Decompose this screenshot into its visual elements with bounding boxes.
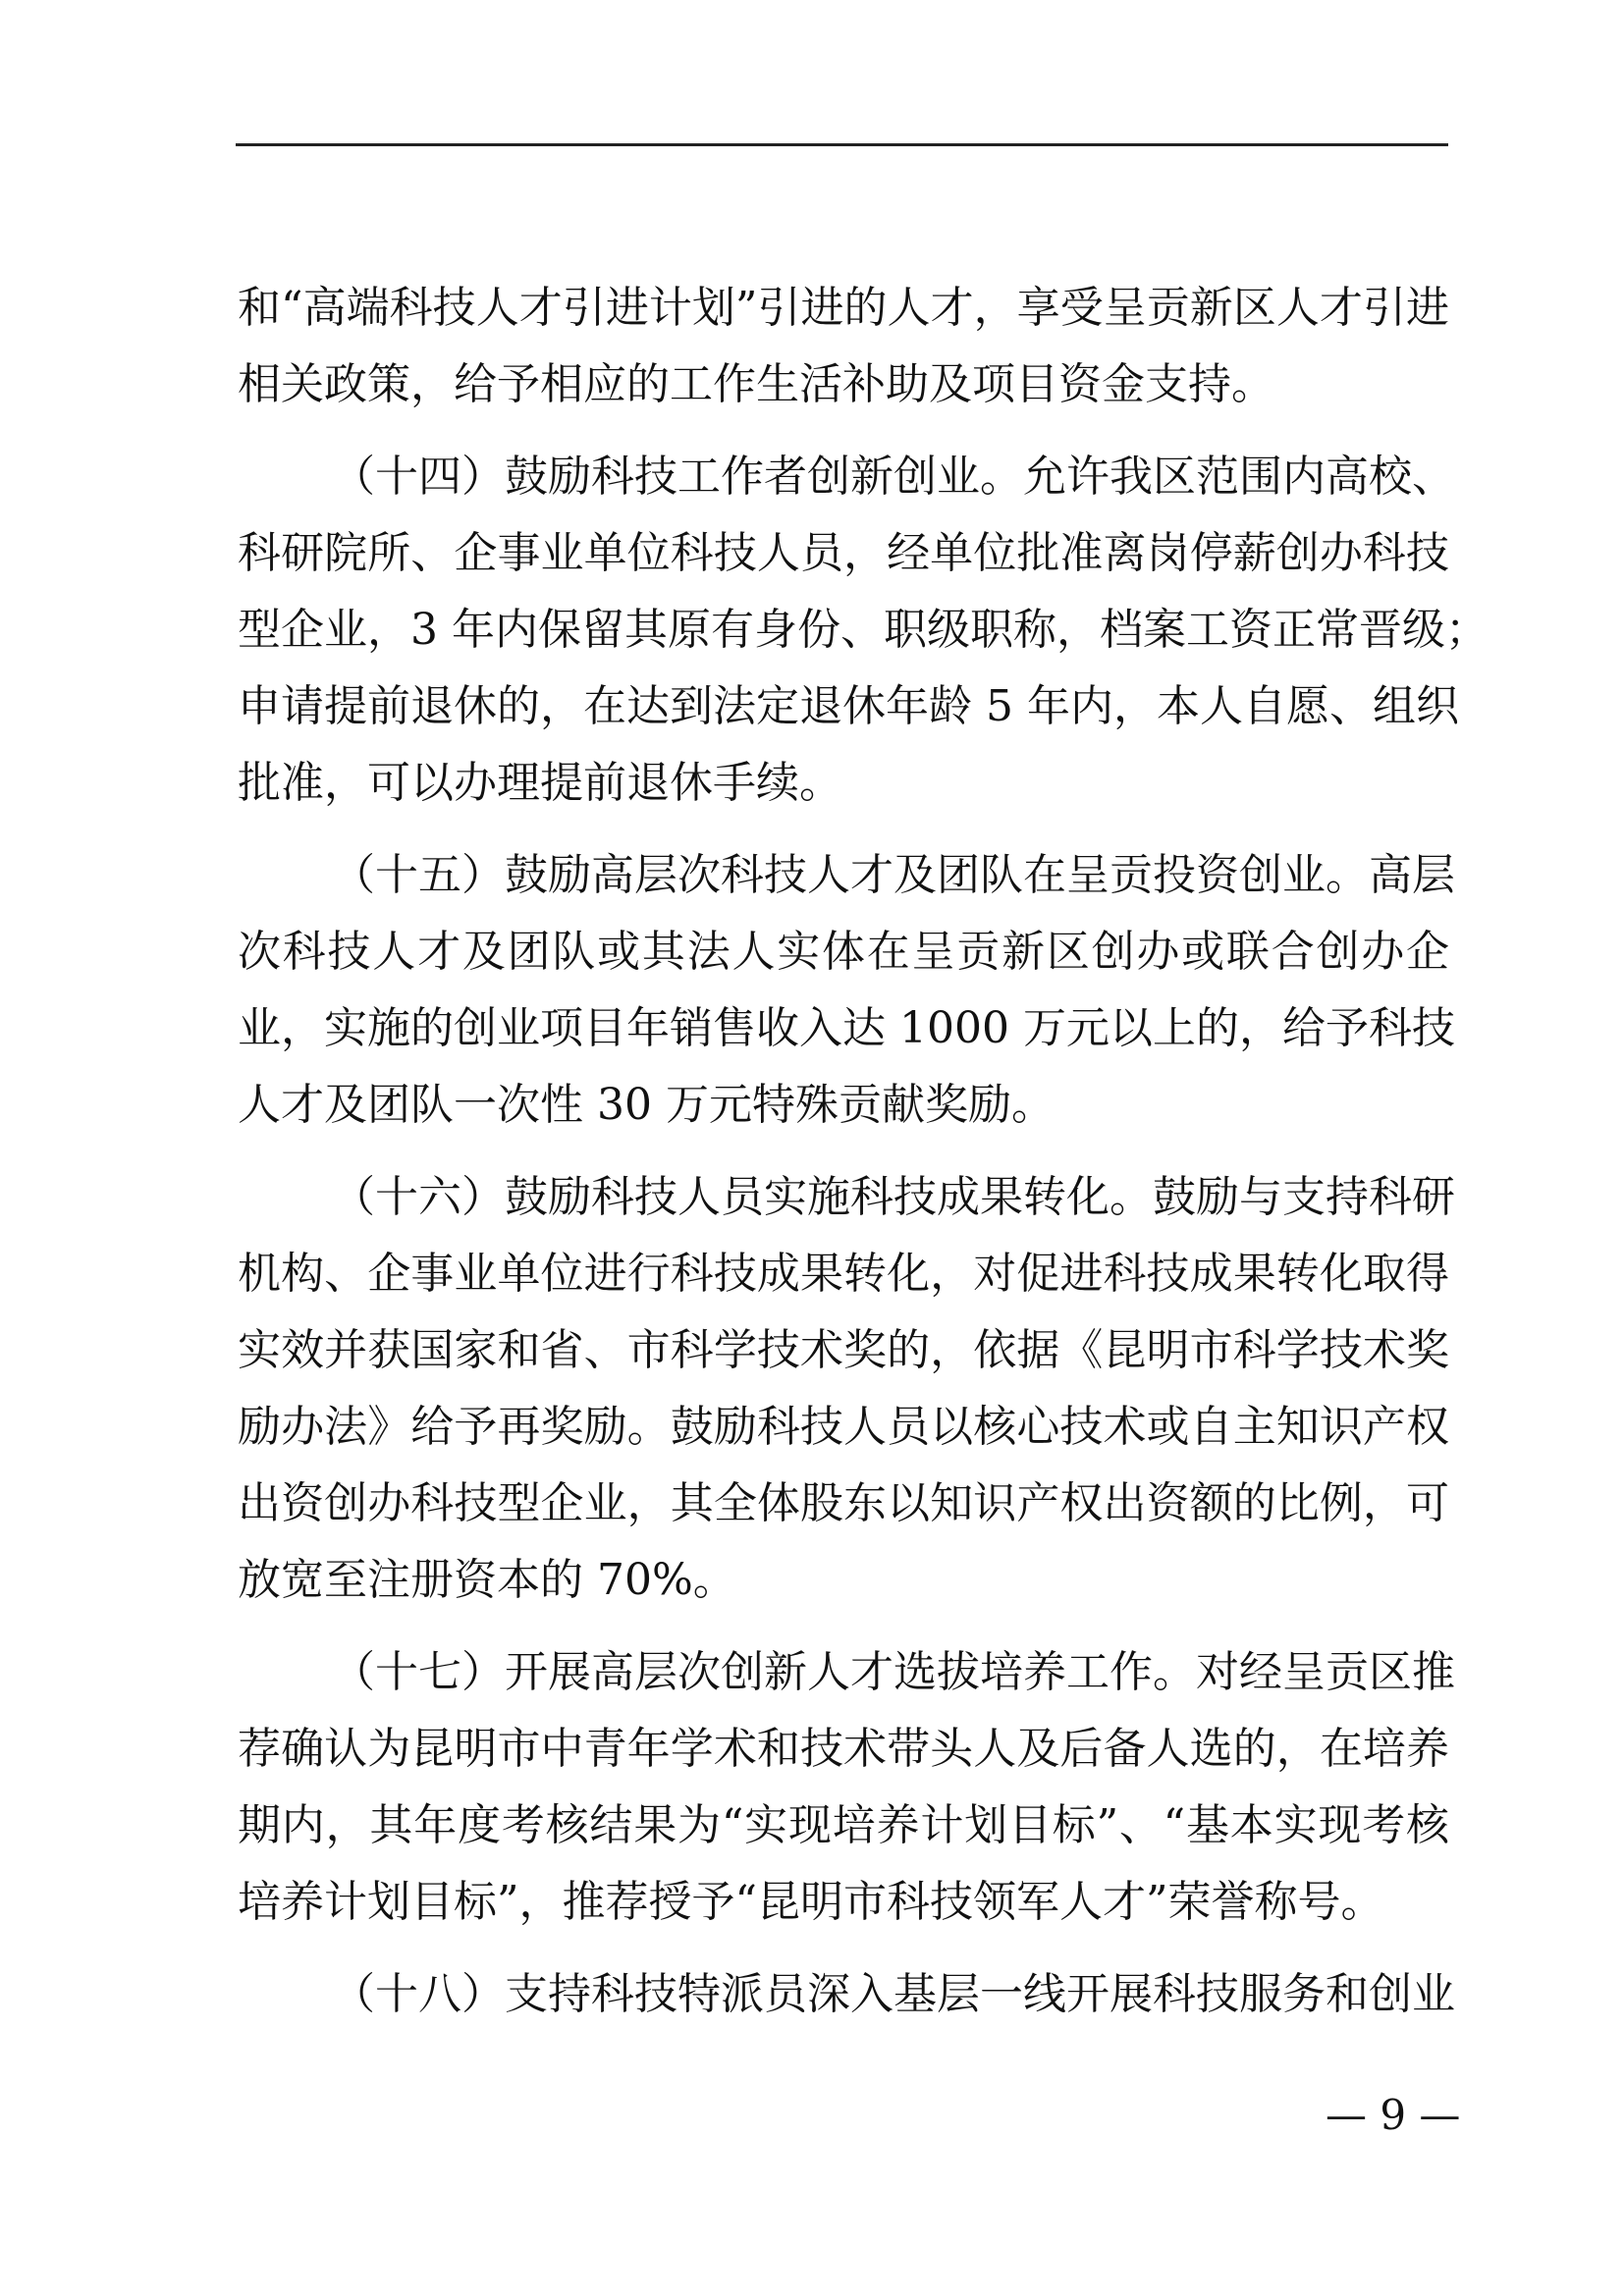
paragraph-start-line: （十六）鼓励科技人员实施科技成果转化。鼓励与支持科研 [332,1172,1455,1222]
text-line: 机构、企事业单位进行科技成果转化，对促进科技成果转化取得 [238,1249,1449,1299]
text-line: 励办法》给予再奖励。鼓励科技人员以核心技术或自主知识产权 [238,1402,1449,1452]
text-line: 型企业，3 年内保留其原有身份、职级职称，档案工资正常晋级； [238,605,1489,655]
header-rule [236,143,1448,146]
text-line: 人才及团队一次性 30 万元特殊贡献奖励。 [238,1080,1055,1130]
text-line: 业，实施的创业项目年销售收入达 1000 万元以上的，给予科技 [238,1003,1455,1053]
paragraph-start-line: （十七）开展高层次创新人才选拔培养工作。对经呈贡区推 [332,1647,1455,1697]
paragraph-start-line: （十五）鼓励高层次科技人才及团队在呈贡投资创业。高层 [332,850,1455,900]
text-line: 放宽至注册资本的 70%。 [238,1555,736,1605]
paragraph-start-line: （十八）支持科技特派员深入基层一线开展科技服务和创业 [332,1969,1455,2019]
paragraph-start-line: （十四）鼓励科技工作者创新创业。允许我区范围内高校、 [332,452,1455,502]
text-line: 培养计划目标”，推荐授予“昆明市科技领军人才”荣誉称号。 [238,1877,1384,1927]
text-line: 出资创办科技型企业，其全体股东以知识产权出资额的比例，可 [238,1478,1449,1528]
text-line: 和“高端科技人才引进计划”引进的人才，享受呈贡新区人才引进 [238,283,1449,333]
text-line: 批准，可以办理提前退休手续。 [238,758,842,808]
text-line: 相关政策，给予相应的工作生活补助及项目资金支持。 [238,359,1274,409]
text-line: 实效并获国家和省、市科学技术奖的，依据《昆明市科学技术奖 [238,1325,1449,1375]
text-line: 荐确认为昆明市中青年学术和技术带头人及后备人选的，在培养 [238,1724,1449,1774]
text-line: 科研院所、企事业单位科技人员，经单位批准离岗停薪创办科技 [238,528,1449,578]
text-line: 次科技人才及团队或其法人实体在呈贡新区创办或联合创办企 [238,927,1449,977]
text-line: 期内，其年度考核结果为“实现培养计划目标”、“基本实现考核 [238,1800,1449,1850]
page-number: — 9 — [1326,2091,1461,2139]
text-line: 申请提前退休的，在达到法定退休年龄 5 年内，本人自愿、组织 [238,681,1459,731]
